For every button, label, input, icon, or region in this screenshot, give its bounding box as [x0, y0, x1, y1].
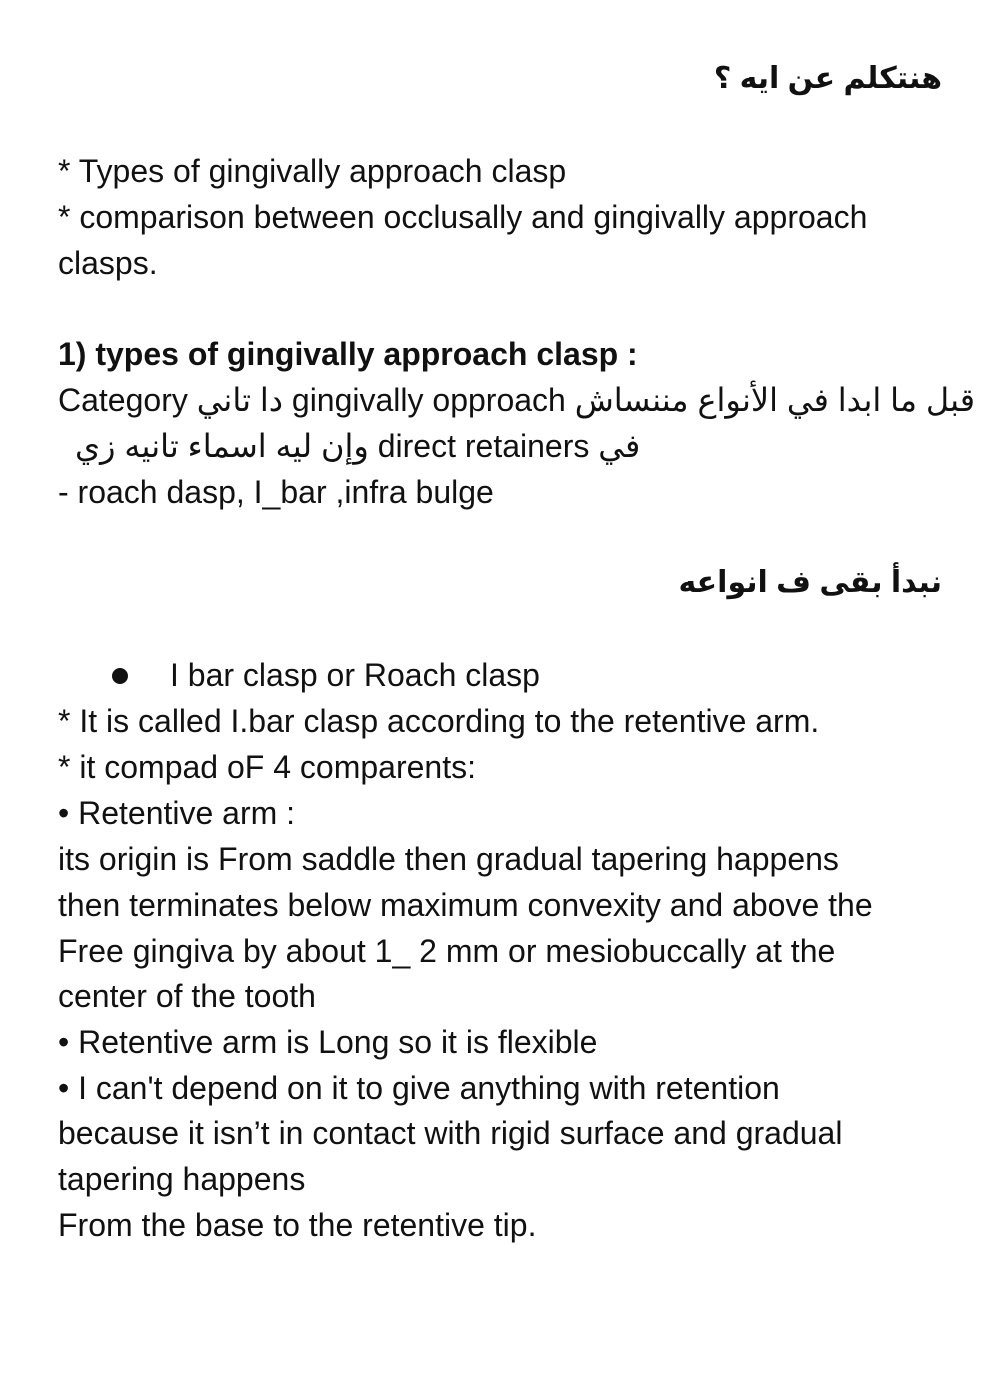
- body-line: • Retentive arm is Long so it is flexible: [58, 1024, 598, 1060]
- body-line: Free gingiva by about 1_ 2 mm or mesiobuccally at the: [58, 933, 836, 969]
- body-line: * It is called I.bar clasp according to the retentive arm.: [58, 703, 820, 739]
- body-line: then terminates below maximum convexity and above the: [58, 887, 873, 923]
- category-arabic-b: قبل ما ابدا في الأنواع مننساش: [574, 382, 976, 418]
- section-heading-types: 1) types of gingivally approach clasp :: [58, 336, 638, 372]
- intro-line-2: * comparison between occlusally and gingivally approach: [58, 199, 868, 235]
- arabic-start-types-heading: نبدأ بقى ف انواعه: [678, 566, 942, 599]
- body-line: tapering happens: [58, 1161, 306, 1197]
- direct-retainers-line: [75, 423, 942, 469]
- names-list-line: - roach dasp, I_bar ,infra bulge: [58, 474, 494, 510]
- body-line: • I can't depend on it to give anything with retention: [58, 1070, 780, 1106]
- names-arabic: وإن ليه اسماء تانيه زي: [75, 428, 369, 464]
- body-line: • Retentive arm :: [58, 795, 296, 831]
- intro-line-1: * Types of gingivally approach clasp: [58, 153, 567, 189]
- fi-arabic: في: [598, 428, 641, 464]
- direct-retainers-text: direct retainers: [377, 428, 590, 464]
- body-line: From the base to the retentive tip.: [58, 1207, 537, 1243]
- body-line: because it isn’t in contact with rigid surface and gradual: [58, 1115, 843, 1151]
- category-arabic-a: دا تاني: [196, 382, 283, 418]
- bullet-i-bar-clasp: I bar clasp or Roach clasp: [170, 657, 540, 693]
- gingivally-opproach-text: gingivally opproach: [291, 382, 566, 418]
- bullet-dot-icon: [112, 668, 128, 684]
- intro-line-3: clasps.: [58, 245, 158, 281]
- category-word: Category: [58, 382, 188, 418]
- body-line: center of the tooth: [58, 978, 316, 1014]
- category-line: [58, 377, 976, 423]
- arabic-topic-heading: هنتكلم عن ايه ؟: [713, 62, 942, 95]
- body-line: * it compad oF 4 comparents:: [58, 749, 476, 785]
- body-line: its origin is From saddle then gradual tapering happens: [58, 841, 839, 877]
